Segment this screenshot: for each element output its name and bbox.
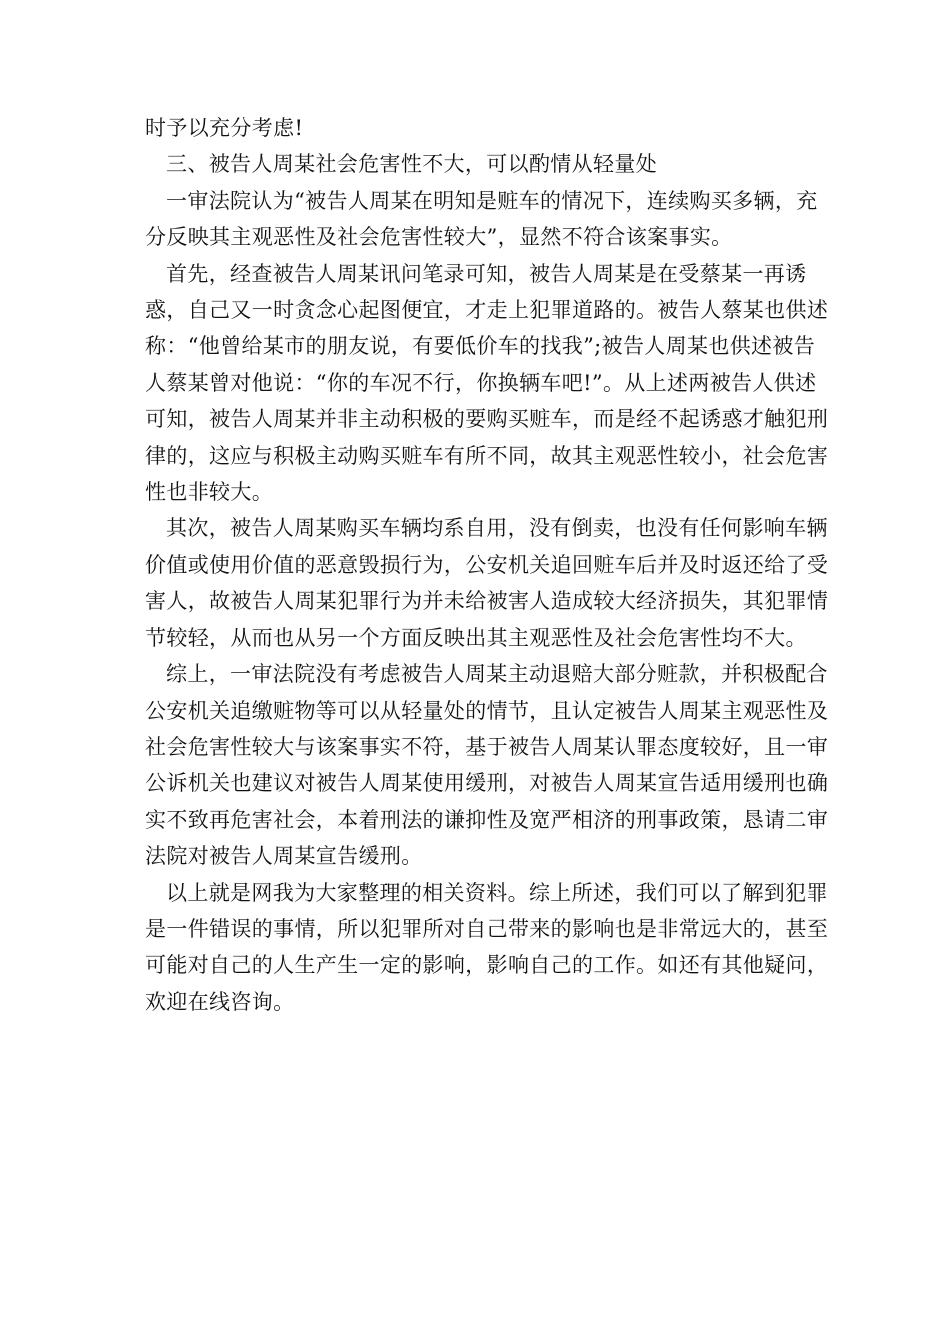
document-body xyxy=(145,110,835,1020)
paragraph-continuation: 时予以充分考虑! xyxy=(145,116,304,140)
paragraph: 首先，经查被告人周某讯问笔录可知，被告人周某是在受蔡某一再诱惑，自己又一时贪念心起图便宜，才走上犯罪道路的。被告人蔡某也供述称：“他曾给某市的朋友说，有要低价车的找我”;被告人周某也供述被告人蔡某曾对他说：“你的车况不行，你换辆车吧!”。从上述两被告人供述可知，被告人周某并非主动积极的要购买赃车，而是经不起诱惑才触犯刑律的，这应与积极主动购买赃车有所不同，故其主观恶性较小，社会危害性也非较大。 xyxy=(145,261,829,505)
paragraph: 综上，一审法院没有考虑被告人周某主动退赔大部分赃款，并积极配合公安机关追缴赃物等可以从轻量处的情节，且认定被告人周某主观恶性及社会危害性较大与该案事实不符，基于被告人周某认罪态度较好，且一审公诉机关也建议对被告人周某使用缓刑，对被告人周某宣告适用缓刑也确实不致再危害社会，本着刑法的谦抑性及宽严相济的刑事政策，恳请二审法院对被告人周某宣告缓刑。 xyxy=(145,662,829,869)
paragraph: 以上就是网我为大家整理的相关资料。综上所述，我们可以了解到犯罪是一件错误的事情，所以犯罪所对自己带来的影响也是非常远大的，甚至可能对自己的人生产生一定的影响，影响自己的工作。如还有其他疑问，欢迎在线咨询。 xyxy=(145,880,829,1014)
paragraph: 一审法院认为“被告人周某在明知是赃车的情况下，连续购买多辆，充分反映其主观恶性及社会危害性较大”，显然不符合该案事实。 xyxy=(145,188,818,250)
paragraph: 其次，被告人周某购买车辆均系自用，没有倒卖，也没有任何影响车辆价值或使用价值的恶意毁损行为，公安机关追回赃车后并及时返还给了受害人，故被告人周某犯罪行为并未给被害人造成较大经济损失，其犯罪情节较轻，从而也从另一个方面反映出其主观恶性及社会危害性均不大。 xyxy=(145,516,829,650)
section-heading: 三、被告人周某社会危害性不大，可以酌情从轻量处 xyxy=(166,152,658,177)
